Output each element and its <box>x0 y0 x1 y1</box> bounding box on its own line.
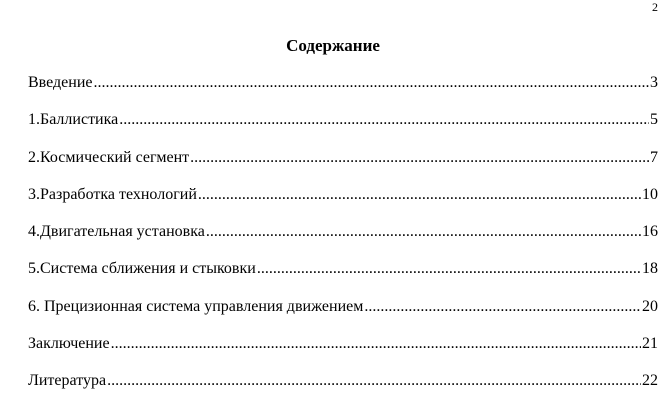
toc-entry-page: 18 <box>642 260 658 278</box>
toc-entry-page: 7 <box>650 148 658 166</box>
toc-entry-label: 2.Космический сегмент <box>28 148 190 166</box>
toc-entry-page: 5 <box>650 111 658 129</box>
toc-entry-space-segment <box>28 147 658 184</box>
toc-entry-references <box>28 370 658 407</box>
toc-entry-precision-motion-control <box>28 296 658 333</box>
toc-entry-label: Введение <box>28 74 93 91</box>
dot-leader <box>107 370 641 392</box>
document-title: Содержание <box>286 36 380 55</box>
toc-entry-label: 4.Двигательная установка <box>28 223 205 241</box>
toc-entry-rendezvous-docking <box>28 258 658 295</box>
toc-entry-label: Литература <box>28 372 107 390</box>
toc-entry-label: 5.Система сближения и стыковки <box>28 260 256 278</box>
toc-entry-ballistics <box>28 109 658 146</box>
toc-entry-conclusion <box>28 333 658 370</box>
toc-entry-technology-development <box>28 184 658 221</box>
toc-entry-label: Заключение <box>28 335 110 353</box>
toc-entry-page: 22 <box>642 372 658 390</box>
dot-leader <box>111 333 641 355</box>
dot-leader <box>119 109 649 131</box>
dot-leader <box>257 258 641 280</box>
toc-entry-page: 3 <box>650 74 658 91</box>
page-number: 2 <box>652 0 658 14</box>
table-of-contents <box>28 72 658 408</box>
toc-entry-introduction <box>28 72 658 109</box>
dot-leader <box>198 184 641 206</box>
dot-leader <box>364 296 641 318</box>
toc-entry-page: 16 <box>642 223 658 241</box>
dot-leader <box>190 147 649 169</box>
toc-entry-page: 20 <box>642 297 658 315</box>
toc-entry-propulsion <box>28 221 658 258</box>
toc-entry-label: 3.Разработка технологий <box>28 185 197 203</box>
dot-leader <box>206 221 641 243</box>
toc-entry-page: 21 <box>642 335 658 353</box>
toc-entry-label: 1.Баллистика <box>28 111 119 129</box>
dot-leader <box>94 72 650 94</box>
toc-entry-page: 10 <box>642 185 658 203</box>
toc-entry-label: 6. Прецизионная система управления движением <box>28 297 364 315</box>
